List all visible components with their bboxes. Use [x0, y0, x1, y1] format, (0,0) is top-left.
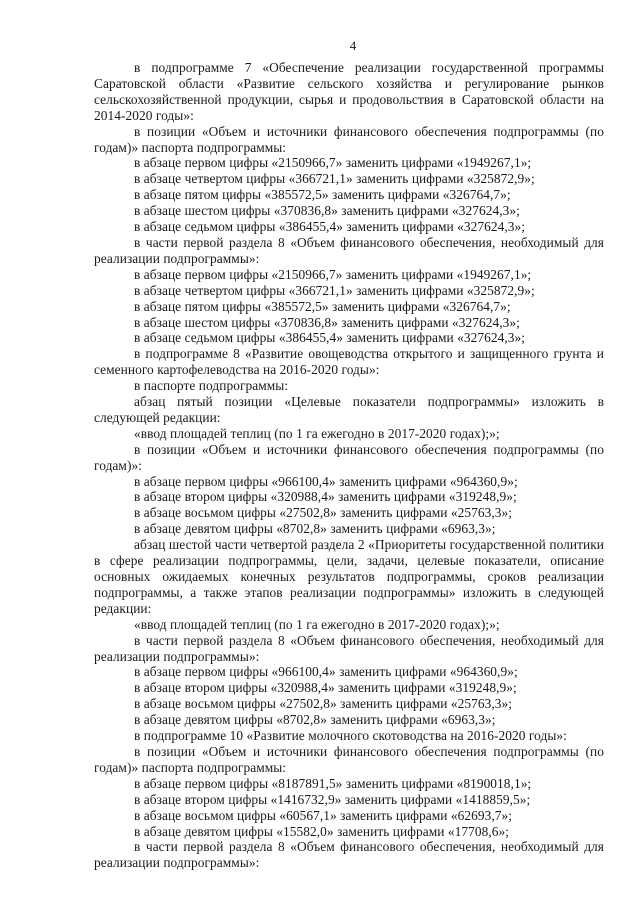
paragraph: в абзаце первом цифры «2150966,7» заменить цифрами «1949267,1»;	[134, 155, 532, 171]
paragraph: в части первой раздела 8 «Объем финансового обеспечения, необходимый для реализации подпрограммы»:	[94, 234, 604, 266]
paragraph: в абзаце четвертом цифры «366721,1» заменить цифрами «325872,9»;	[134, 171, 535, 187]
paragraph: в абзаце восьмом цифры «27502,8» заменить цифрами «25763,3»;	[134, 696, 513, 712]
document-body	[94, 60, 604, 871]
paragraph: в позиции «Объем и источники финансового обеспечения подпрограммы (по годам)»:	[94, 441, 604, 473]
paragraph: в абзаце девятом цифры «15582,0» заменить цифрами «17708,6»;	[134, 823, 509, 839]
paragraph: в абзаце восьмом цифры «60567,1» заменить цифрами «62693,7»;	[134, 807, 513, 823]
paragraph: «ввод площадей теплиц (по 1 га ежегодно в 2017-2020 годах);»;	[134, 616, 500, 632]
paragraph: в абзаце шестом цифры «370836,8» заменить цифрами «327624,3»;	[134, 314, 520, 330]
paragraph: в абзаце пятом цифры «385572,5» заменить цифрами «326764,7»;	[134, 187, 511, 203]
paragraph: в абзаце шестом цифры «370836,8» заменить цифрами «327624,3»;	[134, 203, 520, 219]
paragraph: в паспорте подпрограммы:	[134, 378, 289, 394]
paragraph: в абзаце восьмом цифры «27502,8» заменить цифрами «25763,3»;	[134, 505, 513, 521]
paragraph: в абзаце втором цифры «1416732,9» заменить цифрами «1418859,5»;	[134, 791, 531, 807]
paragraph: в абзаце первом цифры «966100,4» заменить цифрами «964360,9»;	[134, 664, 518, 680]
paragraph: в подпрограмме 8 «Развитие овощеводства открытого и защищенного грунта и семенного картофелеводства на 2016-2020 годы»:	[94, 346, 604, 378]
page-number: 4	[349, 38, 357, 53]
paragraph: в части первой раздела 8 «Объем финансового обеспечения, необходимый для реализации подпрограммы»:	[94, 632, 604, 664]
paragraph: в абзаце седьмом цифры «386455,4» заменить цифрами «327624,3»;	[134, 219, 525, 235]
paragraph: в позиции «Объем и источники финансового обеспечения подпрограммы (по годам)» паспорта подпрограммы:	[94, 743, 604, 775]
paragraph: в абзаце четвертом цифры «366721,1» заменить цифрами «325872,9»;	[134, 282, 535, 298]
paragraph: в абзаце первом цифры «2150966,7» заменить цифрами «1949267,1»;	[134, 266, 532, 282]
paragraph: в части первой раздела 8 «Объем финансового обеспечения, необходимый для реализации подпрограммы»:	[94, 839, 604, 871]
paragraph: в абзаце втором цифры «320988,4» заменить цифрами «319248,9»;	[134, 489, 517, 505]
paragraph: в абзаце девятом цифры «8702,8» заменить цифрами «6963,3»;	[134, 521, 496, 537]
paragraph: абзац шестой части четвертой раздела 2 «Приоритеты государственной политики в сфере реализации подпрограммы, цели, задачи, целевые показатели, описание основных ожидаемых конечных результатов подпрограммы, сроков реализации подпрограммы, а также этапов реализации подпрограммы» изложить в следующей редакции:	[94, 537, 604, 616]
paragraph: в абзаце седьмом цифры «386455,4» заменить цифрами «327624,3»;	[134, 330, 525, 346]
paragraph: абзац пятый позиции «Целевые показатели подпрограммы» изложить в следующей редакции:	[94, 394, 604, 425]
paragraph: в позиции «Объем и источники финансового обеспечения подпрограммы (по годам)» паспорта подпрограммы:	[94, 123, 604, 155]
paragraph: в подпрограмме 10 «Развитие молочного скотоводства на 2016-2020 годы»:	[134, 728, 567, 744]
paragraph: в подпрограмме 7 «Обеспечение реализации государственной программы Саратовской области «Развитие сельского хозяйства и регулирование рынков сельскохозяйственной продукции, сырья и продовольствия в Саратовской области на 2014-2020 годы»:	[94, 60, 604, 123]
paragraph: в абзаце втором цифры «320988,4» заменить цифрами «319248,9»;	[134, 680, 517, 696]
paragraph: в абзаце первом цифры «8187891,5» заменить цифрами «8190018,1»;	[134, 775, 532, 791]
paragraph: в абзаце первом цифры «966100,4» заменить цифрами «964360,9»;	[134, 473, 518, 489]
paragraph: в абзаце девятом цифры «8702,8» заменить цифрами «6963,3»;	[134, 712, 496, 728]
paragraph: в абзаце пятом цифры «385572,5» заменить цифрами «326764,7»;	[134, 298, 511, 314]
paragraph: «ввод площадей теплиц (по 1 га ежегодно в 2017-2020 годах);»;	[134, 425, 500, 441]
